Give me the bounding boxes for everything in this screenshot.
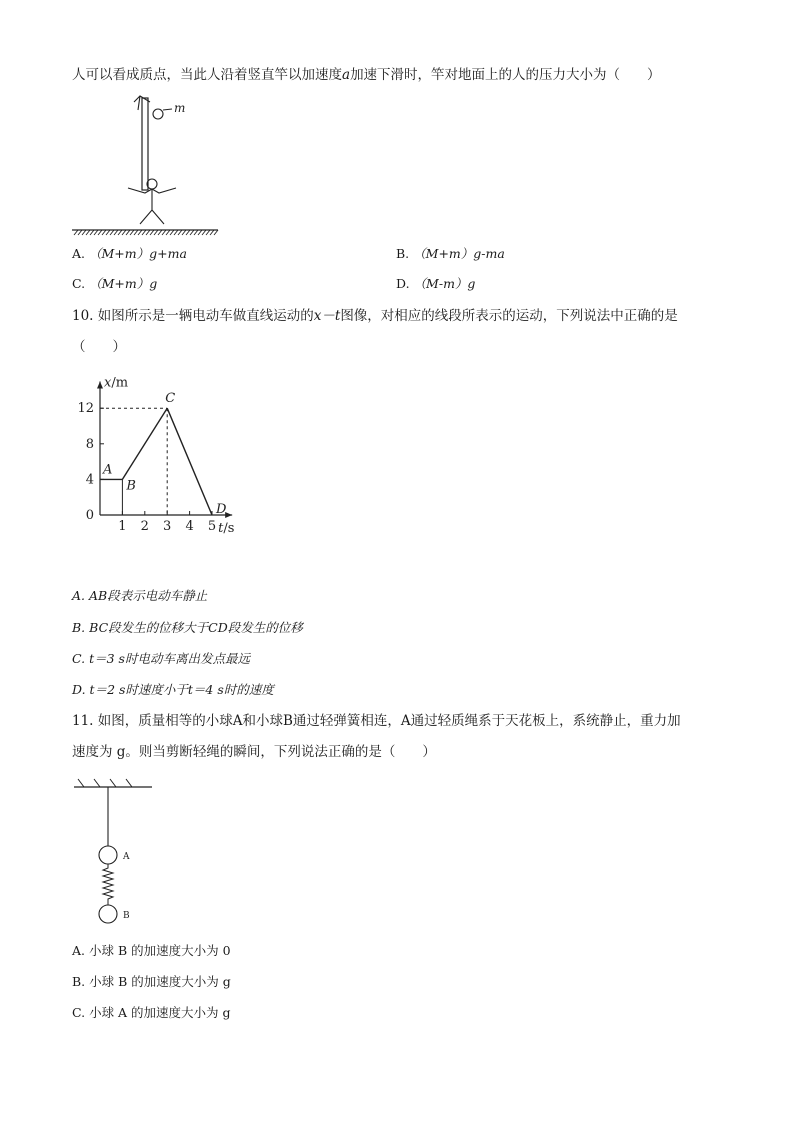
point-label-a: A xyxy=(103,462,113,478)
q11-option-a[interactable] xyxy=(72,942,231,960)
q9-option-b[interactable] xyxy=(396,245,505,263)
q9-option-c[interactable] xyxy=(72,275,157,293)
hatch-stroke xyxy=(114,230,118,235)
hatch-stroke xyxy=(186,230,190,235)
option-letter: D. xyxy=(396,276,410,291)
q10-option-c[interactable] xyxy=(72,650,250,668)
option-letter: C. xyxy=(72,651,86,666)
segment-CD xyxy=(167,408,212,515)
hatch-stroke xyxy=(110,230,114,235)
q10-stem-tail: 图像，对相应的线段所表示的运动，下列说法中正确的是 xyxy=(340,308,678,324)
ground-hatch xyxy=(74,230,218,235)
hatch-stroke xyxy=(90,230,94,235)
hatch-stroke xyxy=(166,230,170,235)
hatch-stroke xyxy=(102,230,106,235)
option-letter: B. xyxy=(72,620,86,635)
x-tick-label: 5 xyxy=(207,519,217,534)
x-axis-label: t/s xyxy=(218,521,235,536)
x-tick-label: 1 xyxy=(118,519,127,534)
hatch-stroke xyxy=(150,230,154,235)
hatch-stroke xyxy=(194,230,198,235)
ball-b xyxy=(99,905,117,923)
hatch-stroke xyxy=(142,230,146,235)
option-text: t＝2 s时速度小于t＝4 s时的速度 xyxy=(89,682,274,697)
pole xyxy=(142,98,148,190)
hatch-stroke xyxy=(214,230,218,235)
q11-spring-figure xyxy=(70,775,170,925)
ceiling-hatch xyxy=(78,779,132,787)
option-letter: B. xyxy=(396,246,410,261)
hatch-stroke xyxy=(122,230,126,235)
option-text: 小球 A 的加速度大小为 g xyxy=(89,1005,231,1020)
q10-stem-math: x－t xyxy=(313,308,341,324)
q10-stem-text: 10. 如图所示是一辆电动车做直线运动的 xyxy=(72,308,314,324)
hatch-stroke xyxy=(158,230,162,235)
option-letter: C. xyxy=(72,1005,86,1020)
hatch-stroke xyxy=(94,230,98,235)
ball-a-label: A xyxy=(123,852,130,862)
x-tick-label: 4 xyxy=(185,519,194,534)
hatch-stroke xyxy=(206,230,210,235)
hatch-stroke xyxy=(82,230,86,235)
q9-stem-text: 人可以看成质点，当此人沿着竖直竿以加速度 xyxy=(72,67,342,83)
hatch-stroke xyxy=(154,230,158,235)
mass-label-m: m xyxy=(174,101,186,115)
climber-head xyxy=(153,109,163,119)
segment-BC xyxy=(122,408,167,479)
option-text: （M-m）g xyxy=(413,276,476,291)
hatch-stroke xyxy=(138,230,142,235)
hatch-stroke xyxy=(198,230,202,235)
q10-blank: （ ） xyxy=(72,339,126,355)
person-body xyxy=(128,188,176,224)
q9-option-a[interactable] xyxy=(72,245,187,263)
option-letter: A. xyxy=(72,246,86,261)
point-label-c: C xyxy=(165,391,176,407)
option-text: 小球 B 的加速度大小为 0 xyxy=(89,943,231,958)
x-tick-label: 3 xyxy=(163,519,172,534)
hatch-stroke xyxy=(98,230,102,235)
x-tick-label: 2 xyxy=(140,519,149,534)
option-letter: A. xyxy=(72,943,86,958)
xt-graph xyxy=(70,370,270,540)
q9-stem-tail: 加速下滑时，竿对地面上的人的压力大小为（ ） xyxy=(350,67,661,83)
q10-option-b[interactable] xyxy=(72,619,303,637)
q10-option-a[interactable] xyxy=(72,587,207,605)
q10-option-d[interactable] xyxy=(72,681,274,699)
hatch-stroke xyxy=(134,230,138,235)
option-text: （M+m）g xyxy=(89,276,158,291)
point-label-b: B xyxy=(126,478,136,494)
hatch-stroke xyxy=(170,230,174,235)
option-text: （M+m）g-ma xyxy=(413,246,505,261)
ball-a xyxy=(99,846,117,864)
hatch-stroke xyxy=(190,230,194,235)
q11-stem-text: 11. 如图，质量相等的小球A和小球B通过轻弹簧相连，A通过轻质绳系于天花板上，系统静止，重力加 xyxy=(72,713,681,729)
hatch-stroke xyxy=(86,230,90,235)
q9-option-d[interactable] xyxy=(396,275,475,293)
q10-stem xyxy=(72,307,678,325)
hatch-stroke xyxy=(202,230,206,235)
option-letter: A. xyxy=(72,588,86,603)
y-tick-label: 4 xyxy=(85,472,94,488)
option-text: （M+m）g+ma xyxy=(89,246,187,261)
q11-stem-text-2: 速度为 g。则当剪断轻绳的瞬间，下列说法正确的是（ ） xyxy=(72,744,436,760)
point-label-d: D xyxy=(216,502,227,517)
option-text: AB段表示电动车静止 xyxy=(89,588,208,603)
y-tick-label: 8 xyxy=(85,436,94,452)
q11-option-b[interactable] xyxy=(72,973,231,991)
hatch-stroke xyxy=(210,230,214,235)
ball-b-label: B xyxy=(123,911,130,921)
hatch-stroke xyxy=(162,230,166,235)
option-text: 小球 B 的加速度大小为 g xyxy=(89,974,231,989)
hatch-stroke xyxy=(178,230,182,235)
hatch-stroke xyxy=(106,230,110,235)
y-tick-label: 0 xyxy=(85,508,94,523)
option-letter: C. xyxy=(72,276,86,291)
q11-option-c[interactable] xyxy=(72,1004,231,1022)
hatch-stroke xyxy=(118,230,122,235)
q11-stem-line1 xyxy=(72,712,681,730)
hatch-stroke xyxy=(126,230,130,235)
spring xyxy=(103,864,113,905)
y-axis-arrow xyxy=(97,382,103,389)
option-letter: D. xyxy=(72,682,86,697)
hatch-stroke xyxy=(146,230,150,235)
hatch-stroke xyxy=(182,230,186,235)
option-letter: B. xyxy=(72,974,86,989)
hatch-stroke xyxy=(78,230,82,235)
hatch-stroke xyxy=(174,230,178,235)
q9-pole-figure xyxy=(68,92,228,232)
option-text: t＝3 s时电动车离出发点最远 xyxy=(89,651,250,666)
q11-stem-line2 xyxy=(72,743,436,761)
q9-stem xyxy=(72,66,661,84)
option-text: BC段发生的位移大于CD段发生的位移 xyxy=(89,620,303,635)
m-leader xyxy=(163,109,172,110)
q10-stem-line2 xyxy=(72,338,126,356)
hatch-stroke xyxy=(130,230,134,235)
hatch-stroke xyxy=(74,230,78,235)
y-axis-label: x/m xyxy=(104,375,129,391)
q9-stem-var: a xyxy=(342,67,351,83)
y-tick-label: 12 xyxy=(77,401,94,417)
